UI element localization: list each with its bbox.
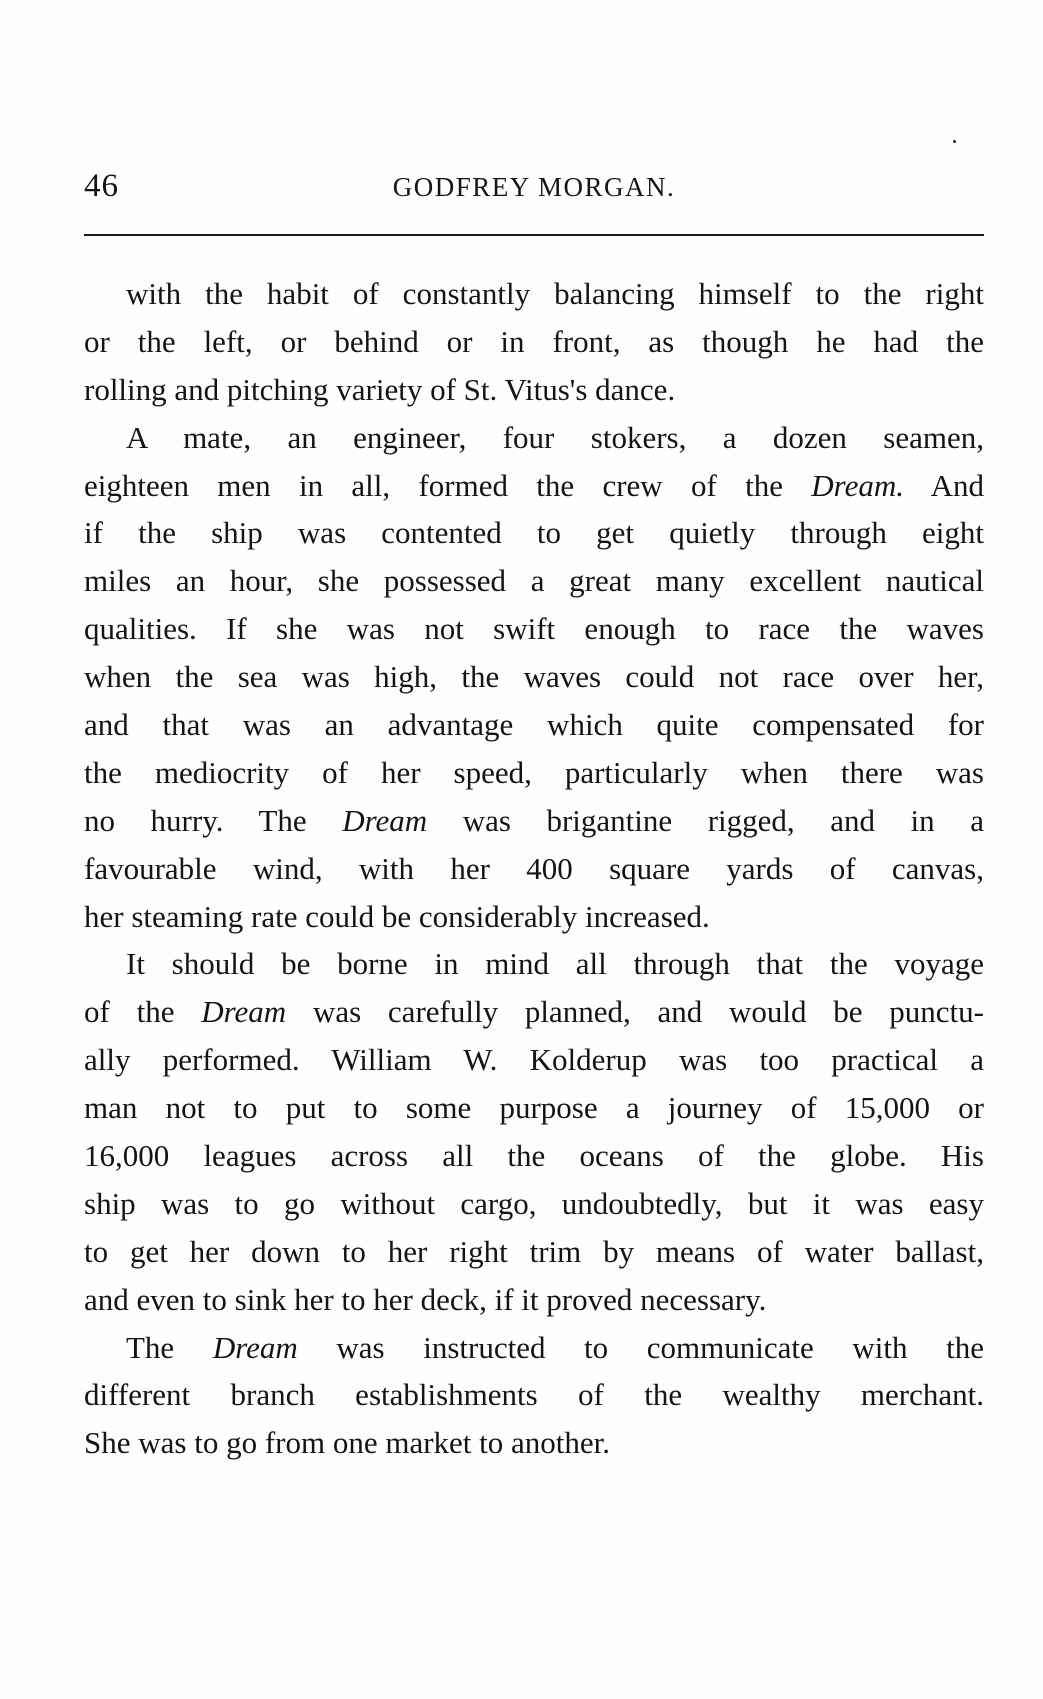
text-line: the mediocrity of her speed, particularly when there was bbox=[84, 754, 984, 790]
paragraph bbox=[84, 1324, 984, 1468]
text-line: to get her down to her right trim by means of water ballast, bbox=[84, 1233, 984, 1269]
text-segment: eighteen men in all, formed the crew of the bbox=[84, 467, 812, 503]
running-head: GODFREY MORGAN. bbox=[392, 172, 676, 202]
text-line: different branch establishments of the wealthy merchant. bbox=[84, 1377, 984, 1413]
text-segment: was brigantine rigged, and in a bbox=[427, 802, 984, 838]
text-line: rolling and pitching variety of St. Vitus's dance. bbox=[84, 371, 676, 407]
ink-speck bbox=[953, 140, 956, 143]
text-line: or the left, or behind or in front, as though he had the bbox=[84, 323, 984, 359]
ship-name: Dream bbox=[342, 802, 428, 838]
text-line: and even to sink her to her deck, if it proved necessary. bbox=[84, 1281, 767, 1317]
text-line: when the sea was high, the waves could not race over her, bbox=[84, 659, 984, 695]
text-line bbox=[84, 988, 984, 1036]
paragraph bbox=[84, 940, 984, 1323]
text-segment: was carefully planned, and would be punctu- bbox=[286, 994, 984, 1030]
text-line bbox=[84, 462, 984, 510]
ship-name: Dream bbox=[212, 1329, 298, 1365]
text-line: if the ship was contented to get quietly through eight bbox=[84, 515, 984, 551]
text-line: her steaming rate could be considerably increased. bbox=[84, 898, 710, 934]
text-line: ally performed. William W. Kolderup was too practical a bbox=[84, 1042, 984, 1078]
text-segment: And bbox=[904, 467, 984, 503]
ship-name: Dream. bbox=[811, 467, 904, 503]
text-segment: was instructed to communicate with the bbox=[297, 1329, 984, 1365]
ship-name: Dream bbox=[201, 994, 287, 1030]
text-line: ship was to go without cargo, undoubtedly, but it was easy bbox=[84, 1185, 984, 1221]
text-line: man not to put to some purpose a journey of 15,000 or bbox=[84, 1090, 984, 1126]
page-header bbox=[84, 168, 984, 208]
text-line bbox=[84, 1324, 984, 1372]
text-segment: no hurry. The bbox=[84, 802, 343, 838]
text-line: A mate, an engineer, four stokers, a dozen seamen, bbox=[126, 419, 984, 455]
text-line: She was to go from one market to another. bbox=[84, 1425, 611, 1461]
text-line: miles an hour, she possessed a great many excellent nautical bbox=[84, 563, 984, 599]
paragraph bbox=[84, 270, 984, 414]
text-line: with the habit of constantly balancing himself to the right bbox=[126, 276, 984, 311]
paragraph bbox=[84, 414, 984, 941]
text-segment: of the bbox=[84, 994, 202, 1030]
text-line: qualities. If she was not swift enough to race the waves bbox=[84, 611, 984, 647]
text-line: 16,000 leagues across all the oceans of the globe. His bbox=[84, 1138, 984, 1174]
text-line bbox=[84, 797, 984, 845]
text-segment: The bbox=[126, 1329, 213, 1365]
header-rule bbox=[84, 234, 984, 236]
text-line: favourable wind, with her 400 square yards of canvas, bbox=[84, 850, 984, 886]
text-line: It should be borne in mind all through that the voyage bbox=[126, 946, 984, 982]
text-line: and that was an advantage which quite compensated for bbox=[84, 707, 984, 743]
body-text bbox=[84, 270, 984, 1467]
page-number: 46 bbox=[84, 168, 119, 204]
